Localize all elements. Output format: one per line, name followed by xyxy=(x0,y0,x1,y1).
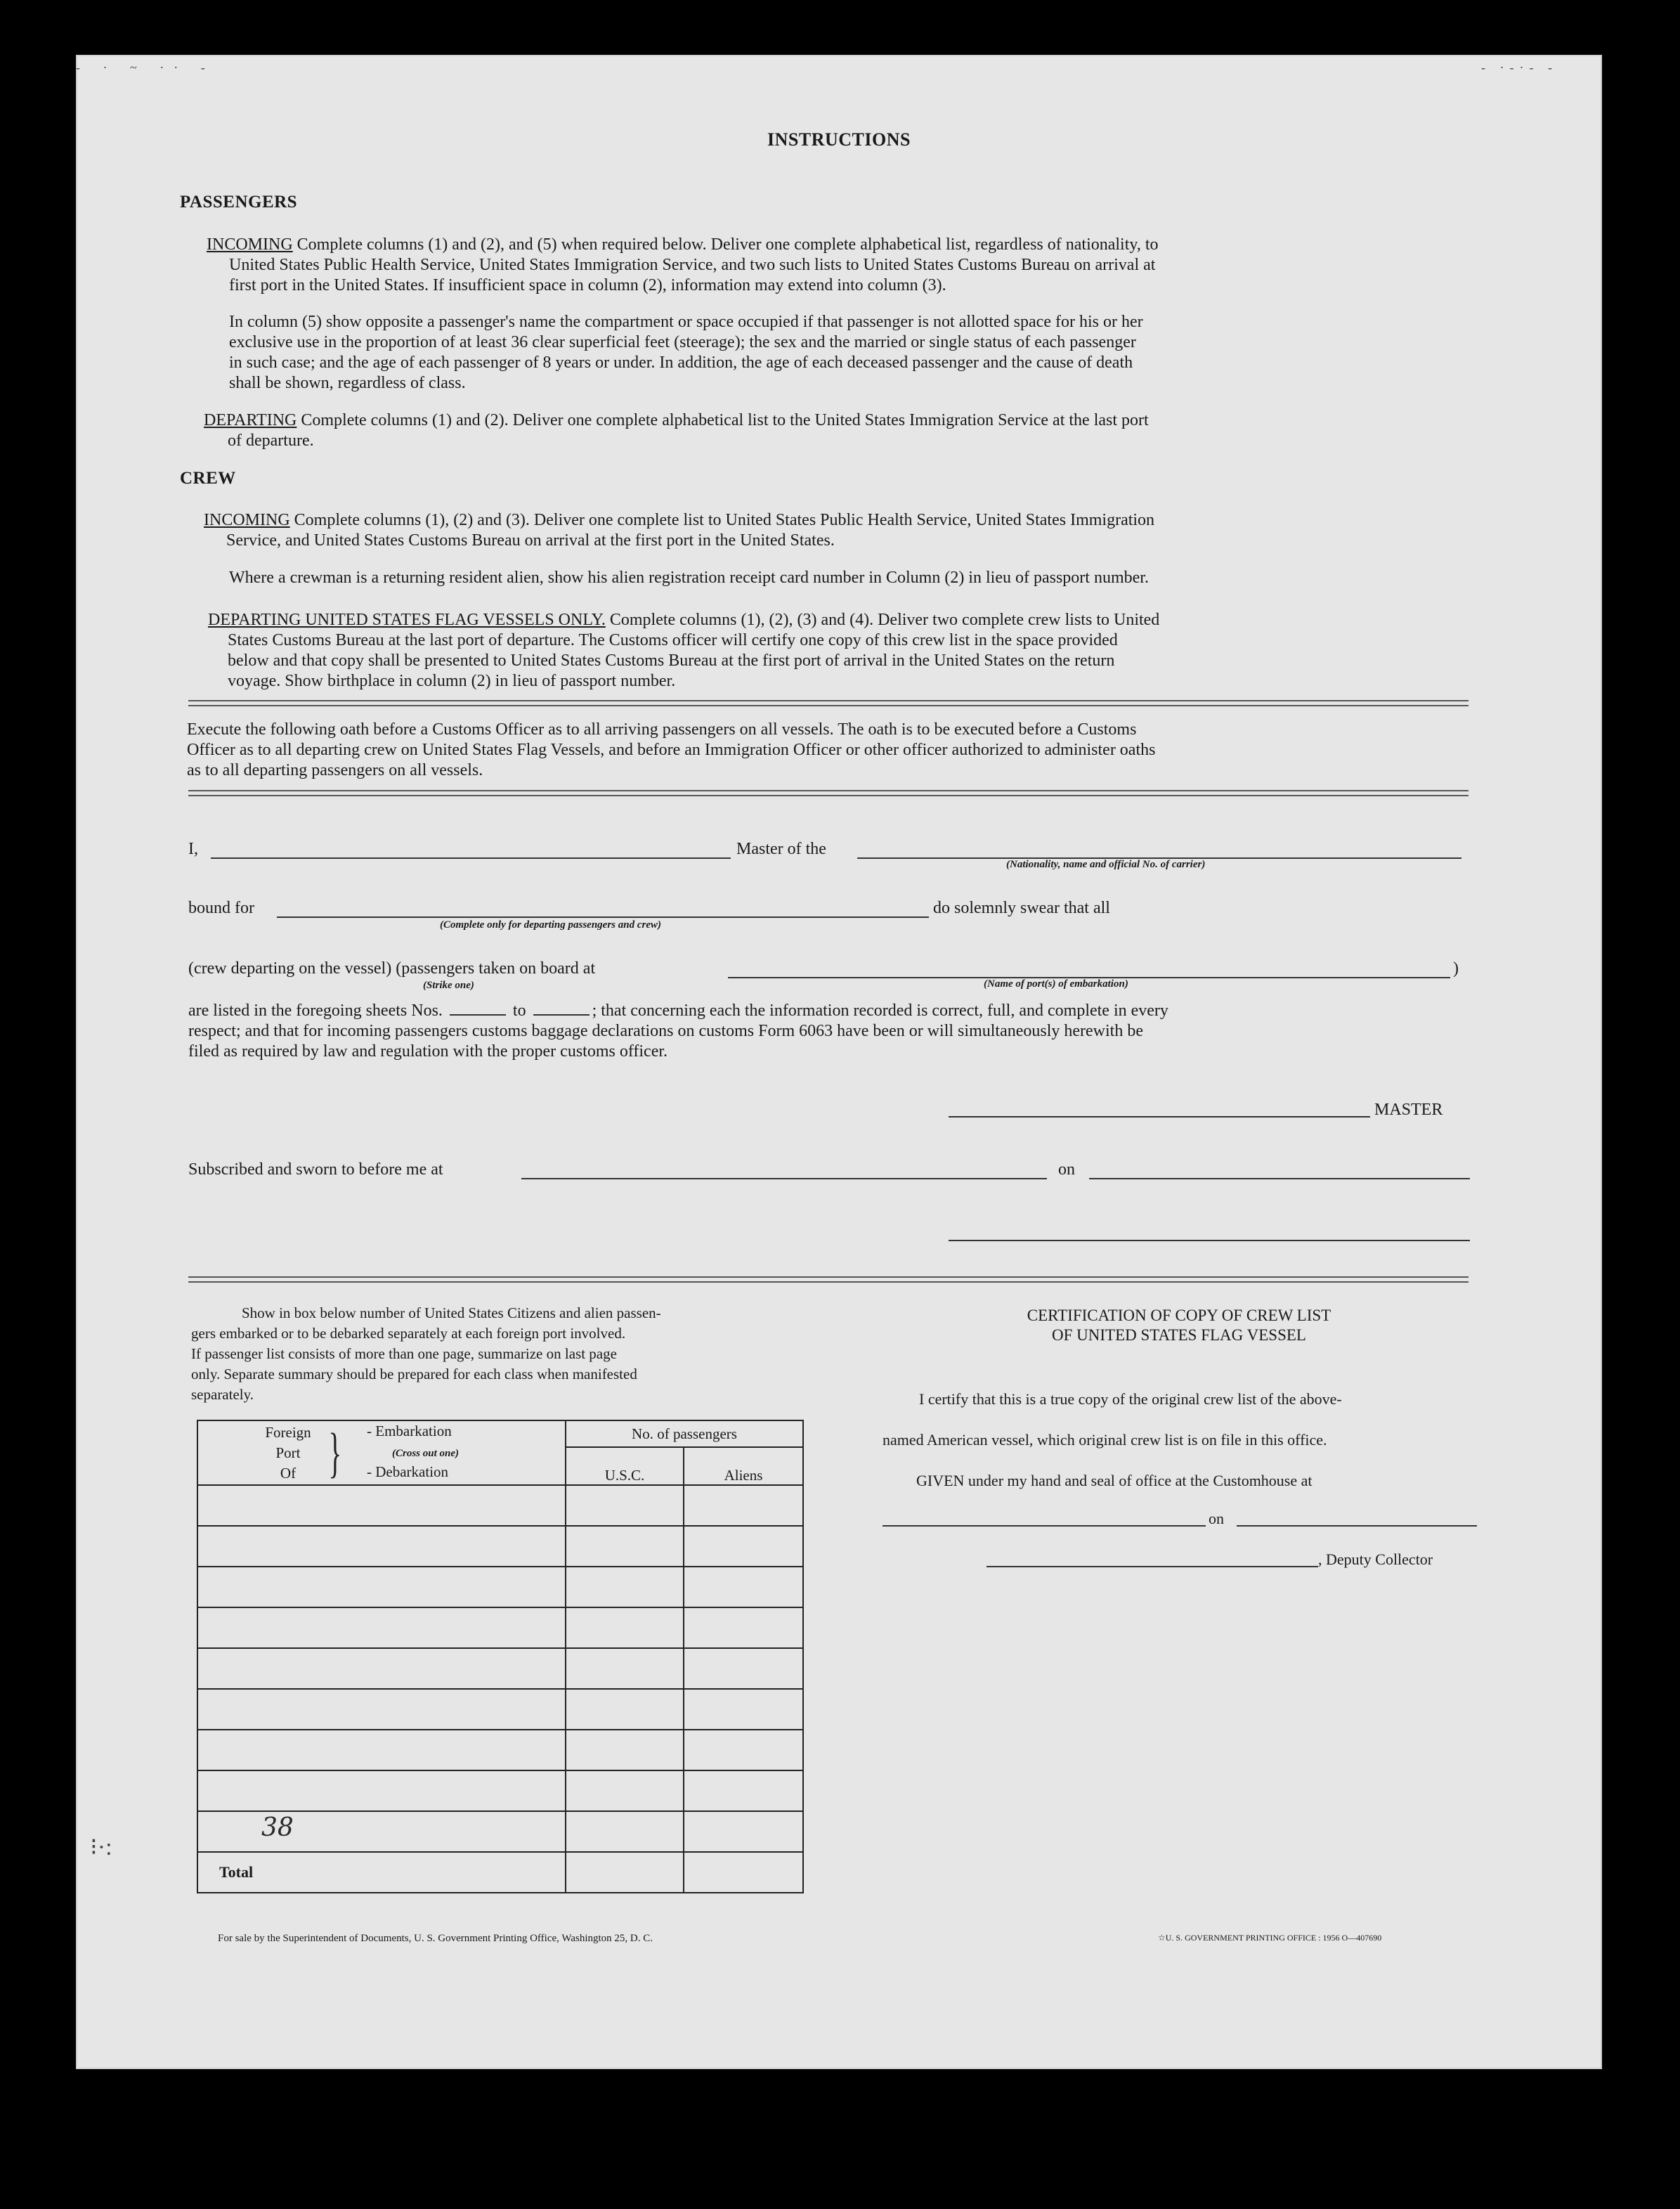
oath-intro-line3: as to all departing passengers on all vessels. xyxy=(187,761,483,779)
master-of-the-label: Master of the xyxy=(736,840,826,858)
master-label: MASTER xyxy=(1374,1101,1443,1119)
usc-cell[interactable] xyxy=(566,1811,684,1852)
crew-departing-line1: Complete columns (1), (2), (3) and (4). Deliver two complete crew lists to United xyxy=(609,611,1160,629)
table-row xyxy=(197,1689,803,1730)
port-cell[interactable] xyxy=(197,1770,566,1811)
port-cell[interactable] xyxy=(197,1730,566,1770)
usc-cell[interactable] xyxy=(566,1648,684,1689)
port-header-cell xyxy=(197,1420,566,1485)
crew-heading: CREW xyxy=(180,469,236,488)
crew-passengers-line: (crew departing on the vessel) (passengers taken on board at xyxy=(188,959,596,978)
port-cell[interactable] xyxy=(197,1526,566,1567)
port-cell[interactable] xyxy=(197,1567,566,1607)
subscribed-label: Subscribed and sworn to before me at xyxy=(188,1160,443,1179)
passengers-incoming-line1: Complete columns (1) and (2), and (5) when required below. Deliver one complete alphabetical list, regardless of nationality, to xyxy=(297,235,1159,254)
total-usc-cell[interactable] xyxy=(566,1852,684,1893)
footer-left: For sale by the Superintendent of Documents, U. S. Government Printing Office, Washington 25, D. C. xyxy=(218,1933,653,1944)
oath-line3: filed as required by law and regulation with the proper customs officer. xyxy=(188,1042,668,1061)
column5-line3: in such case; and the age of each passenger of 8 years or under. In addition, the age of each deceased passenger and the cause of death xyxy=(229,354,1133,372)
summary-line5: separately. xyxy=(191,1386,254,1403)
table-row xyxy=(197,1648,803,1689)
port-cell[interactable] xyxy=(197,1607,566,1648)
summary-line2: gers embarked or to be debarked separately at each foreign port involved. xyxy=(191,1325,626,1342)
passengers-heading: PASSENGERS xyxy=(180,193,298,212)
oath-i: I, xyxy=(188,840,198,858)
sheet-to-field[interactable] xyxy=(533,1014,590,1016)
aliens-cell[interactable] xyxy=(684,1770,803,1811)
deputy-collector-label: , Deputy Collector xyxy=(1318,1550,1433,1568)
aliens-cell[interactable] xyxy=(684,1485,803,1526)
certification-title-line1: CERTIFICATION OF COPY OF CREW LIST xyxy=(1027,1307,1331,1324)
section-divider xyxy=(188,1276,1469,1283)
carrier-caption: (Nationality, name and official No. of carrier) xyxy=(1006,859,1206,870)
certification-line2: named American vessel, which original crew list is on file in this office. xyxy=(883,1431,1327,1449)
debarkation-label[interactable]: - Debarkation xyxy=(367,1463,449,1480)
subscribed-place-field[interactable] xyxy=(521,1178,1047,1179)
summary-line3: If passenger list consists of more than one page, summarize on last page xyxy=(191,1345,617,1362)
crew-incoming-line1: Complete columns (1), (2) and (3). Deliver one complete list to United States Public Health Service, United States Immigration xyxy=(294,511,1155,529)
certification-line3: GIVEN under my hand and seal of office at the Customhouse at xyxy=(916,1472,1313,1489)
table-row xyxy=(197,1770,803,1811)
oath-intro-line2: Officer as to all departing crew on United States Flag Vessels, and before an Immigration Officer or other officer authorized to administer oaths xyxy=(187,741,1156,759)
table-row xyxy=(197,1730,803,1770)
officer-signature-field[interactable] xyxy=(949,1240,1470,1241)
total-label: Total xyxy=(197,1852,566,1893)
table-row xyxy=(197,1567,803,1607)
summary-line4: only. Separate summary should be prepared for each class when manifested xyxy=(191,1366,637,1382)
ports-caption: (Name of port(s) of embarkation) xyxy=(984,978,1128,990)
passengers-departing xyxy=(204,410,1149,431)
port-cell[interactable] xyxy=(197,1485,566,1526)
handwritten-number: 38 xyxy=(261,1813,294,1842)
usc-header: U.S.C. xyxy=(566,1447,684,1485)
listed-to: to xyxy=(512,1002,526,1020)
certification-on: on xyxy=(1209,1510,1224,1527)
footer-right: ☆U. S. GOVERNMENT PRINTING OFFICE : 1956 O—407690 xyxy=(1158,1933,1382,1943)
column5-line2: exclusive use in the proportion of at least 36 clear superficial feet (steerage); the sex and the married or single status of each passenger xyxy=(229,333,1136,351)
table-row xyxy=(197,1485,803,1526)
passenger-summary-table xyxy=(197,1420,804,1893)
sheet-from-field[interactable] xyxy=(450,1014,506,1016)
aliens-header: Aliens xyxy=(684,1447,803,1485)
form-page xyxy=(76,55,1602,2069)
customhouse-field[interactable] xyxy=(883,1525,1206,1527)
table-row xyxy=(197,1526,803,1567)
crew-incoming xyxy=(204,510,1154,531)
listed-text-b: ; that concerning each the information recorded is correct, full, and complete in every xyxy=(592,1002,1168,1020)
column5-line1: In column (5) show opposite a passenger's name the compartment or space occupied if that passenger is not allotted space for his or her xyxy=(229,313,1143,331)
instructions-title: INSTRUCTIONS xyxy=(767,129,911,150)
port-label-foreign: Foreign xyxy=(265,1424,311,1441)
table-row xyxy=(197,1811,803,1852)
passengers-incoming-line2: United States Public Health Service, United States Immigration Service, and two such lists to United States Customs Bureau on arrival at xyxy=(229,256,1156,274)
crew-departing-label: DEPARTING UNITED STATES FLAG VESSELS ONLY. xyxy=(208,611,606,629)
scan-marks: - ·-·- - xyxy=(1481,60,1558,75)
port-label-port: Port xyxy=(275,1444,301,1461)
aliens-cell[interactable] xyxy=(684,1811,803,1852)
scan-marks: ⁝·: xyxy=(90,1834,112,1860)
brace-icon: } xyxy=(328,1422,342,1483)
close-paren: ) xyxy=(1453,959,1459,978)
passengers-incoming-line3: first port in the United States. If insufficient space in column (2), information may extend into column (3). xyxy=(229,276,946,294)
no-passengers-header: No. of passengers xyxy=(566,1420,803,1447)
strike-one-caption: (Strike one) xyxy=(423,980,474,991)
port-label-of: Of xyxy=(280,1465,297,1482)
bound-for-label: bound for xyxy=(188,899,254,917)
aliens-cell[interactable] xyxy=(684,1689,803,1730)
total-aliens-cell[interactable] xyxy=(684,1852,803,1893)
deputy-signature-field[interactable] xyxy=(986,1566,1318,1567)
crew-incoming-line2: Service, and United States Customs Bureau on arrival at the first port in the United States. xyxy=(226,531,835,550)
port-label xyxy=(253,1423,323,1484)
aliens-cell[interactable] xyxy=(684,1526,803,1567)
certification-title xyxy=(842,1306,1516,1345)
oath-line2: respect; and that for incoming passengers customs baggage declarations on customs Form 6063 have been or will simultaneously herewith be xyxy=(188,1022,1143,1040)
port-cell[interactable] xyxy=(197,1689,566,1730)
port-cell[interactable] xyxy=(197,1811,566,1852)
departing-label: DEPARTING xyxy=(204,411,297,429)
table-row xyxy=(197,1607,803,1648)
usc-cell[interactable] xyxy=(566,1770,684,1811)
usc-cell[interactable] xyxy=(566,1607,684,1648)
aliens-cell[interactable] xyxy=(684,1648,803,1689)
listed-line xyxy=(188,1001,1168,1021)
bound-for-field[interactable] xyxy=(277,916,929,918)
usc-cell[interactable] xyxy=(566,1526,684,1567)
master-signature-field[interactable] xyxy=(949,1116,1370,1118)
master-name-field[interactable] xyxy=(211,857,731,859)
section-divider xyxy=(188,700,1469,706)
column5-line4: shall be shown, regardless of class. xyxy=(229,374,466,392)
summary-note xyxy=(191,1303,802,1405)
usc-cell[interactable] xyxy=(566,1730,684,1770)
listed-text-a: are listed in the foregoing sheets Nos. xyxy=(188,1002,443,1020)
crew-departing-line2: States Customs Bureau at the last port of departure. The Customs officer will certify one copy of this crew list in the space provided xyxy=(228,631,1118,649)
aliens-cell[interactable] xyxy=(684,1607,803,1648)
certification-title-line2: OF UNITED STATES FLAG VESSEL xyxy=(1052,1326,1306,1344)
embarkation-label[interactable]: - Embarkation xyxy=(367,1423,452,1439)
subscribed-date-field[interactable] xyxy=(1089,1178,1470,1179)
scan-marks: - · ~ ·· - xyxy=(76,60,215,75)
cross-out-caption: (Cross out one) xyxy=(392,1448,460,1459)
subscribed-on: on xyxy=(1058,1160,1075,1179)
crew-resident-line: Where a crewman is a returning resident alien, show his alien registration receipt card number in Column (2) in lieu of passport number. xyxy=(229,569,1149,587)
crew-departing-line4: voyage. Show birthplace in column (2) in lieu of passport number. xyxy=(228,672,676,690)
section-divider xyxy=(188,790,1469,796)
crew-departing xyxy=(208,610,1159,630)
incoming-label: INCOMING xyxy=(207,235,293,254)
aliens-cell[interactable] xyxy=(684,1567,803,1607)
total-row xyxy=(197,1852,803,1893)
crew-incoming-label: INCOMING xyxy=(204,511,290,529)
usc-cell[interactable] xyxy=(566,1485,684,1526)
crew-departing-line3: below and that copy shall be presented to United States Customs Bureau at the first port of arrival in the United States on the return xyxy=(228,652,1115,670)
aliens-cell[interactable] xyxy=(684,1730,803,1770)
oath-intro-line1: Execute the following oath before a Customs Officer as to all arriving passengers on all vessels. The oath is to be executed before a Customs xyxy=(187,720,1137,739)
bound-for-caption: (Complete only for departing passengers and crew) xyxy=(440,919,661,931)
usc-cell[interactable] xyxy=(566,1689,684,1730)
summary-line1: Show in box below number of United States Citizens and alien passen- xyxy=(242,1304,661,1321)
passengers-departing-line1: Complete columns (1) and (2). Deliver one complete alphabetical list to the United States Immigration Service at the last port xyxy=(301,411,1149,429)
port-cell[interactable] xyxy=(197,1648,566,1689)
certification-date-field[interactable] xyxy=(1237,1525,1477,1527)
passengers-incoming xyxy=(207,235,1528,255)
certification-line1: I certify that this is a true copy of the original crew list of the above- xyxy=(919,1390,1342,1408)
usc-cell[interactable] xyxy=(566,1567,684,1607)
passengers-departing-line2: of departure. xyxy=(228,432,314,450)
swear-text: do solemnly swear that all xyxy=(933,899,1110,917)
